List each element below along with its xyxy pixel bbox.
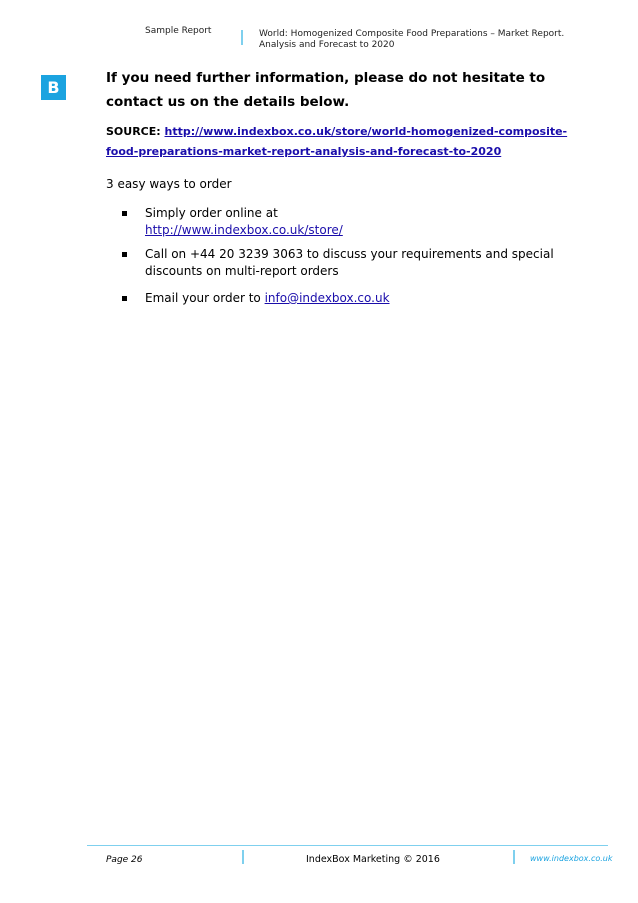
footer-divider xyxy=(242,850,244,864)
contact-intro: If you need further information, please do not hesitate to contact us on the details below. xyxy=(106,70,546,110)
source-link-line2: food-preparations-market-report-analysis-and-forecast-to-2020 xyxy=(106,145,502,158)
source-block xyxy=(106,122,596,162)
call-text: Call on +44 20 3239 3063 to discuss your requirements and special discounts on multi-report orders xyxy=(145,247,554,278)
header-title-line2: Analysis and Forecast to 2020 xyxy=(259,40,395,50)
store-link[interactable]: http://www.indexbox.co.uk/store/ xyxy=(145,223,343,237)
header-report-type: Sample Report xyxy=(145,26,212,36)
email-link[interactable]: info@indexbox.co.uk xyxy=(264,291,390,305)
indexbox-logo: B xyxy=(41,75,66,100)
bullet-text xyxy=(145,205,592,239)
header-title-line1: World: Homogenized Composite Food Preparations – Market Report. xyxy=(259,29,565,39)
page-number: Page 26 xyxy=(106,855,143,865)
source-label: SOURCE: xyxy=(106,125,161,138)
order-ways-heading: 3 easy ways to order xyxy=(106,177,232,191)
source-link[interactable] xyxy=(106,125,567,158)
order-online-text: Simply order online at xyxy=(145,206,278,220)
footer-rule xyxy=(87,845,608,846)
footer-copyright: IndexBox Marketing © 2016 xyxy=(306,854,440,865)
header-divider xyxy=(241,30,243,45)
list-item xyxy=(122,290,592,307)
bullet-text xyxy=(145,290,592,307)
bullet-square-icon xyxy=(122,296,127,301)
list-item xyxy=(122,205,592,239)
list-item xyxy=(122,246,592,280)
footer-website-link[interactable]: www.indexbox.co.uk xyxy=(530,854,613,863)
footer-divider xyxy=(513,850,515,864)
header-report-title xyxy=(259,29,579,51)
email-text: Email your order to xyxy=(145,291,261,305)
source-link-line1: http://www.indexbox.co.uk/store/world-homogenized-composite- xyxy=(164,125,568,138)
bullet-square-icon xyxy=(122,211,127,216)
bullet-square-icon xyxy=(122,252,127,257)
